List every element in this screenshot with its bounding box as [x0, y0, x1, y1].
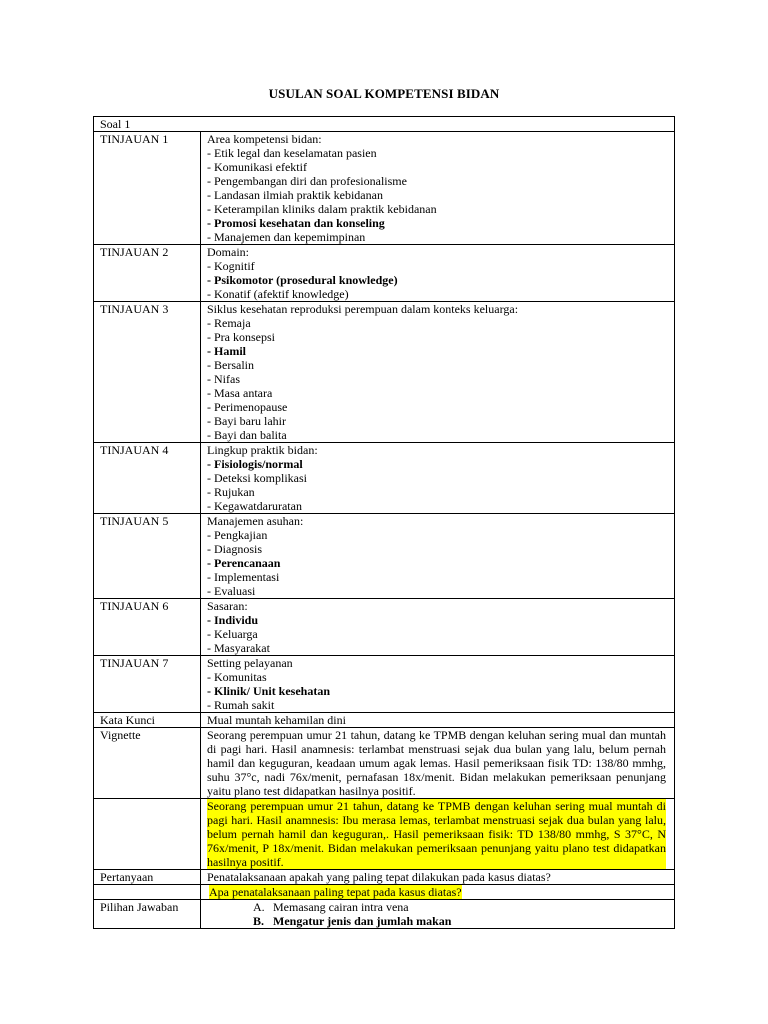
- tinjauan-content: [201, 599, 675, 656]
- list-item: - Komunikasi efektif: [207, 160, 307, 174]
- list-item: - Bayi baru lahir: [207, 414, 286, 428]
- vignette-revised: [201, 799, 675, 870]
- vignette-text: Seorang perempuan umur 21 tahun, datang ke TPMB dengan keluhan sering mual dan muntah di pagi hari. Hasil anamnesis: terlambat menstruasi sejak dua bulan yang lalu, belum pernah hamil dan keguguran, keadaan umum agak lemas. Hasil pemeriksaan fisik TD: 138/80 mmhg, suhu 37°c, nadi 76x/menit, pernafasan 18x/menit. Bidan melakukan pemeriksaan penunjang yaitu plano test didapatkan hasilnya positif.: [207, 728, 666, 798]
- list-item: - Bersalin: [207, 358, 254, 372]
- tinjauan-label: TINJAUAN 1: [94, 132, 201, 245]
- tinjauan-content: [201, 245, 675, 302]
- selected-item: - Klinik/ Unit kesehatan: [207, 684, 331, 698]
- list-item: - Bayi dan balita: [207, 428, 287, 442]
- pilihan-jawaban-label: Pilihan Jawaban: [94, 900, 201, 929]
- selected-item: - Promosi kesehatan dan konseling: [207, 216, 385, 230]
- pertanyaan-revised-text: Apa penatalaksanaan paling tepat pada kasus diatas?: [209, 885, 462, 899]
- tinjauan-content: [201, 656, 675, 713]
- tinjauan-label: TINJAUAN 5: [94, 514, 201, 599]
- list-item: - Remaja: [207, 316, 251, 330]
- option-letter: A.: [253, 900, 265, 914]
- list-item: - Keluarga: [207, 627, 258, 641]
- answer-option: [253, 914, 674, 928]
- vignette-label: Vignette: [94, 728, 201, 799]
- list-item: - Masa antara: [207, 386, 273, 400]
- tinjauan-content: [201, 302, 675, 443]
- list-item: - Kognitif: [207, 259, 255, 273]
- tinjauan-heading: Domain:: [207, 245, 249, 259]
- list-item: - Pra konsepsi: [207, 330, 275, 344]
- pilihan-jawaban-row: [94, 900, 675, 929]
- list-item: - Implementasi: [207, 570, 280, 584]
- pertanyaan-revised: [201, 885, 675, 900]
- vignette-revised-label: [94, 799, 201, 870]
- pertanyaan-label: Pertanyaan: [94, 870, 201, 885]
- list-item: - Manajemen dan kepemimpinan: [207, 230, 366, 244]
- tinjauan-row: [94, 443, 675, 514]
- header-row: [94, 117, 675, 132]
- vignette-original: [201, 728, 675, 799]
- kata-kunci-row: [94, 713, 675, 728]
- tinjauan-heading: Setting pelayanan: [207, 656, 293, 670]
- tinjauan-heading: Area kompetensi bidan:: [207, 132, 322, 146]
- tinjauan-label: TINJAUAN 2: [94, 245, 201, 302]
- list-item: - Rujukan: [207, 485, 255, 499]
- list-item: - Komunitas: [207, 670, 267, 684]
- tinjauan-heading: Manajemen asuhan:: [207, 514, 304, 528]
- tinjauan-row: [94, 245, 675, 302]
- pertanyaan-revised-row: [94, 885, 675, 900]
- option-text: Memasang cairan intra vena: [273, 900, 409, 914]
- pertanyaan-row: [94, 870, 675, 885]
- pertanyaan-revised-label: [94, 885, 201, 900]
- option-text: Mengatur jenis dan jumlah makan: [273, 914, 452, 928]
- list-item: - Kegawatdaruratan: [207, 499, 302, 513]
- soal-number-cell: Soal 1: [94, 117, 675, 132]
- list-item: - Diagnosis: [207, 542, 262, 556]
- tinjauan-row: [94, 132, 675, 245]
- list-item: - Konatif (afektif knowledge): [207, 287, 349, 301]
- list-item: - Etik legal dan keselamatan pasien: [207, 146, 377, 160]
- list-item: - Pengembangan diri dan profesionalisme: [207, 174, 407, 188]
- list-item: - Perimenopause: [207, 400, 288, 414]
- list-item: - Evaluasi: [207, 584, 256, 598]
- option-letter: B.: [253, 914, 265, 928]
- list-item: - Nifas: [207, 372, 240, 386]
- pertanyaan-original: Penatalaksanaan apakah yang paling tepat dilakukan pada kasus diatas?: [201, 870, 675, 885]
- kata-kunci-value: Mual muntah kehamilan dini: [201, 713, 675, 728]
- list-item: - Landasan ilmiah praktik kebidanan: [207, 188, 383, 202]
- vignette-row: [94, 728, 675, 799]
- list-item: - Rumah sakit: [207, 698, 275, 712]
- selected-item: - Hamil: [207, 344, 246, 358]
- tinjauan-content: [201, 443, 675, 514]
- page-title: USULAN SOAL KOMPETENSI BIDAN: [268, 86, 500, 101]
- tinjauan-row: [94, 514, 675, 599]
- kata-kunci-label: Kata Kunci: [94, 713, 201, 728]
- selected-item: - Fisiologis/normal: [207, 457, 303, 471]
- tinjauan-label: TINJAUAN 4: [94, 443, 201, 514]
- tinjauan-content: [201, 132, 675, 245]
- answer-options: [207, 900, 674, 928]
- vignette-revised-row: [94, 799, 675, 870]
- list-item: - Pengkajian: [207, 528, 268, 542]
- selected-item: - Psikomotor (prosedural knowledge): [207, 273, 398, 287]
- question-table: [93, 116, 675, 929]
- list-item: - Deteksi komplikasi: [207, 471, 307, 485]
- tinjauan-heading: Siklus kesehatan reproduksi perempuan dalam konteks keluarga:: [207, 302, 519, 316]
- vignette-revised-text: Seorang perempuan umur 21 tahun, datang ke TPMB dengan keluhan sering mual muntah di pagi hari. Hasil anamnesis: Ibu merasa lemas, terlambat menstruasi sejak dua bulan yang lalu, belum pernah hamil dan keguguran,. Hasil pemeriksaan fisik: TD 138/80 mmhg, S 37°C, N 76x/menit, P 18x/menit. Bidan melakukan pemeriksaan penunjang yaitu plano test didapatkan hasilnya positif.: [207, 799, 666, 869]
- selected-item: - Individu: [207, 613, 259, 627]
- selected-item: - Perencanaan: [207, 556, 281, 570]
- tinjauan-label: TINJAUAN 6: [94, 599, 201, 656]
- pilihan-jawaban-options: [201, 900, 675, 929]
- list-item: - Keterampilan kliniks dalam praktik kebidanan: [207, 202, 437, 216]
- answer-option: [253, 900, 674, 914]
- tinjauan-label: TINJAUAN 3: [94, 302, 201, 443]
- tinjauan-heading: Sasaran:: [207, 599, 248, 613]
- list-item: - Masyarakat: [207, 641, 270, 655]
- tinjauan-row: [94, 599, 675, 656]
- tinjauan-content: [201, 514, 675, 599]
- tinjauan-row: [94, 302, 675, 443]
- tinjauan-heading: Lingkup praktik bidan:: [207, 443, 318, 457]
- tinjauan-label: TINJAUAN 7: [94, 656, 201, 713]
- tinjauan-row: [94, 656, 675, 713]
